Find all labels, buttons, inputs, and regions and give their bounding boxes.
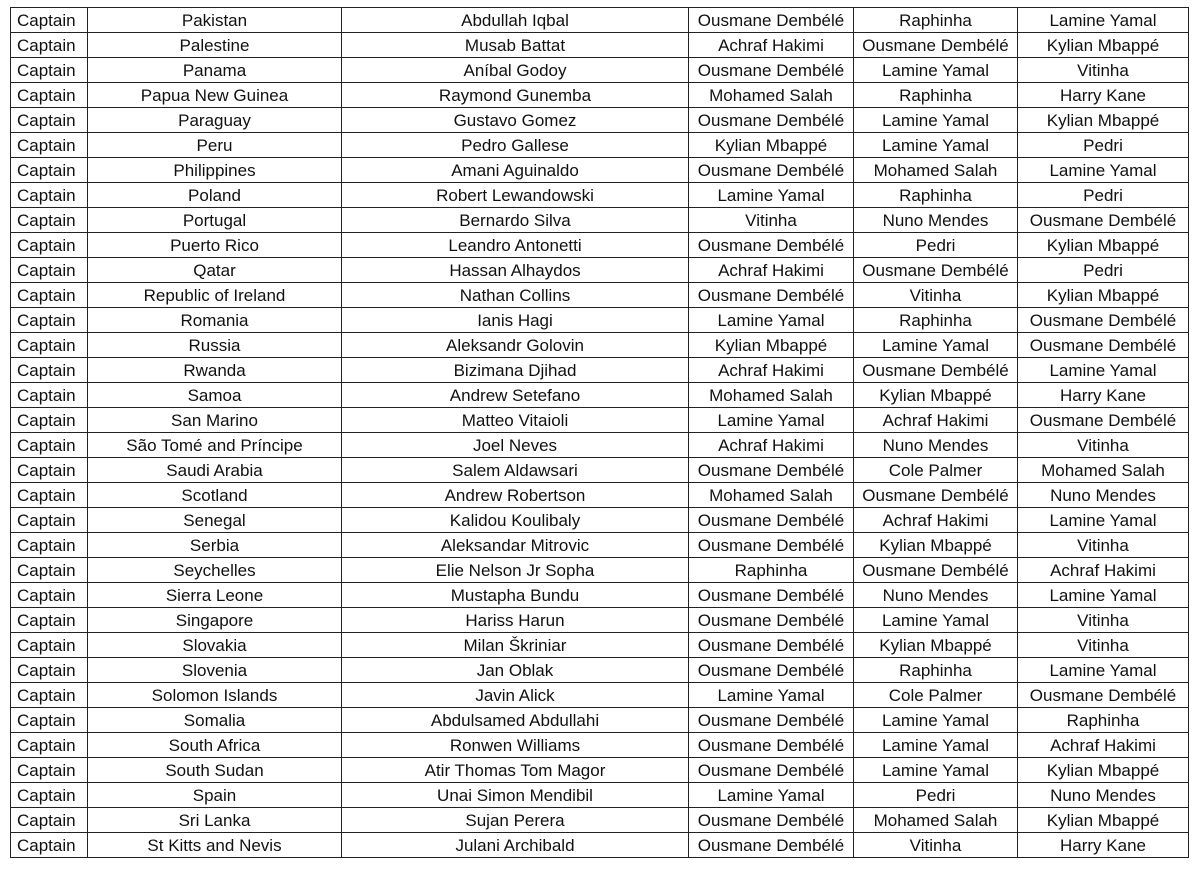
first-choice-cell: Ousmane Dembélé (689, 8, 854, 33)
second-choice-cell: Achraf Hakimi (854, 408, 1018, 433)
third-choice-cell: Lamine Yamal (1018, 158, 1189, 183)
role-cell: Captain (11, 133, 88, 158)
third-choice-cell: Lamine Yamal (1018, 658, 1189, 683)
table-row (11, 833, 1189, 858)
second-choice-cell: Lamine Yamal (854, 608, 1018, 633)
third-choice-cell: Vitinha (1018, 433, 1189, 458)
captain-name-cell: Matteo Vitaioli (342, 408, 689, 433)
captain-name-cell: Bizimana Djihad (342, 358, 689, 383)
third-choice-cell: Kylian Mbappé (1018, 283, 1189, 308)
table-row (11, 408, 1189, 433)
table-row (11, 108, 1189, 133)
role-cell: Captain (11, 33, 88, 58)
captain-name-cell: Unai Simon Mendibil (342, 783, 689, 808)
table-row (11, 608, 1189, 633)
second-choice-cell: Raphinha (854, 183, 1018, 208)
third-choice-cell: Harry Kane (1018, 383, 1189, 408)
second-choice-cell: Ousmane Dembélé (854, 483, 1018, 508)
country-cell: South Sudan (88, 758, 342, 783)
role-cell: Captain (11, 158, 88, 183)
country-cell: Republic of Ireland (88, 283, 342, 308)
first-choice-cell: Ousmane Dembélé (689, 158, 854, 183)
role-cell: Captain (11, 383, 88, 408)
country-cell: Slovakia (88, 633, 342, 658)
table-row (11, 583, 1189, 608)
country-cell: Scotland (88, 483, 342, 508)
table-row (11, 83, 1189, 108)
table-row (11, 133, 1189, 158)
captain-name-cell: Andrew Setefano (342, 383, 689, 408)
captain-name-cell: Jan Oblak (342, 658, 689, 683)
first-choice-cell: Ousmane Dembélé (689, 458, 854, 483)
role-cell: Captain (11, 458, 88, 483)
third-choice-cell: Vitinha (1018, 608, 1189, 633)
third-choice-cell: Ousmane Dembélé (1018, 408, 1189, 433)
second-choice-cell: Cole Palmer (854, 458, 1018, 483)
table-body (11, 8, 1189, 858)
captain-name-cell: Joel Neves (342, 433, 689, 458)
role-cell: Captain (11, 208, 88, 233)
second-choice-cell: Lamine Yamal (854, 108, 1018, 133)
second-choice-cell: Kylian Mbappé (854, 383, 1018, 408)
first-choice-cell: Ousmane Dembélé (689, 108, 854, 133)
captain-name-cell: Ianis Hagi (342, 308, 689, 333)
country-cell: Serbia (88, 533, 342, 558)
table-row (11, 733, 1189, 758)
country-cell: Panama (88, 58, 342, 83)
second-choice-cell: Raphinha (854, 658, 1018, 683)
role-cell: Captain (11, 408, 88, 433)
first-choice-cell: Ousmane Dembélé (689, 533, 854, 558)
captain-name-cell: Raymond Gunemba (342, 83, 689, 108)
role-cell: Captain (11, 308, 88, 333)
second-choice-cell: Raphinha (854, 8, 1018, 33)
country-cell: St Kitts and Nevis (88, 833, 342, 858)
table-row (11, 508, 1189, 533)
captain-name-cell: Amani Aguinaldo (342, 158, 689, 183)
first-choice-cell: Ousmane Dembélé (689, 833, 854, 858)
first-choice-cell: Ousmane Dembélé (689, 708, 854, 733)
first-choice-cell: Ousmane Dembélé (689, 283, 854, 308)
country-cell: Pakistan (88, 8, 342, 33)
second-choice-cell: Cole Palmer (854, 683, 1018, 708)
country-cell: Seychelles (88, 558, 342, 583)
role-cell: Captain (11, 758, 88, 783)
role-cell: Captain (11, 808, 88, 833)
second-choice-cell: Lamine Yamal (854, 758, 1018, 783)
captain-name-cell: Robert Lewandowski (342, 183, 689, 208)
role-cell: Captain (11, 258, 88, 283)
table-row (11, 8, 1189, 33)
country-cell: Philippines (88, 158, 342, 183)
table-row (11, 558, 1189, 583)
first-choice-cell: Vitinha (689, 208, 854, 233)
captain-name-cell: Andrew Robertson (342, 483, 689, 508)
country-cell: Palestine (88, 33, 342, 58)
role-cell: Captain (11, 633, 88, 658)
third-choice-cell: Vitinha (1018, 633, 1189, 658)
third-choice-cell: Pedri (1018, 183, 1189, 208)
table-row (11, 633, 1189, 658)
first-choice-cell: Mohamed Salah (689, 483, 854, 508)
first-choice-cell: Ousmane Dembélé (689, 608, 854, 633)
role-cell: Captain (11, 658, 88, 683)
table-row (11, 458, 1189, 483)
table-row (11, 33, 1189, 58)
role-cell: Captain (11, 183, 88, 208)
country-cell: São Tomé and Príncipe (88, 433, 342, 458)
second-choice-cell: Vitinha (854, 283, 1018, 308)
role-cell: Captain (11, 708, 88, 733)
country-cell: Singapore (88, 608, 342, 633)
captain-name-cell: Bernardo Silva (342, 208, 689, 233)
role-cell: Captain (11, 83, 88, 108)
first-choice-cell: Lamine Yamal (689, 308, 854, 333)
table-row (11, 183, 1189, 208)
role-cell: Captain (11, 8, 88, 33)
third-choice-cell: Nuno Mendes (1018, 783, 1189, 808)
second-choice-cell: Lamine Yamal (854, 58, 1018, 83)
third-choice-cell: Kylian Mbappé (1018, 33, 1189, 58)
captain-name-cell: Aleksandar Mitrovic (342, 533, 689, 558)
country-cell: Senegal (88, 508, 342, 533)
table-row (11, 333, 1189, 358)
first-choice-cell: Achraf Hakimi (689, 433, 854, 458)
votes-table (10, 7, 1189, 858)
country-cell: Spain (88, 783, 342, 808)
first-choice-cell: Lamine Yamal (689, 408, 854, 433)
role-cell: Captain (11, 333, 88, 358)
third-choice-cell: Kylian Mbappé (1018, 233, 1189, 258)
first-choice-cell: Kylian Mbappé (689, 333, 854, 358)
first-choice-cell: Ousmane Dembélé (689, 508, 854, 533)
third-choice-cell: Pedri (1018, 133, 1189, 158)
role-cell: Captain (11, 533, 88, 558)
second-choice-cell: Ousmane Dembélé (854, 33, 1018, 58)
role-cell: Captain (11, 608, 88, 633)
captain-name-cell: Gustavo Gomez (342, 108, 689, 133)
second-choice-cell: Raphinha (854, 308, 1018, 333)
country-cell: South Africa (88, 733, 342, 758)
captain-name-cell: Hassan Alhaydos (342, 258, 689, 283)
country-cell: San Marino (88, 408, 342, 433)
table-row (11, 433, 1189, 458)
third-choice-cell: Kylian Mbappé (1018, 758, 1189, 783)
country-cell: Papua New Guinea (88, 83, 342, 108)
second-choice-cell: Lamine Yamal (854, 733, 1018, 758)
captain-name-cell: Aníbal Godoy (342, 58, 689, 83)
captain-name-cell: Milan Škriniar (342, 633, 689, 658)
role-cell: Captain (11, 783, 88, 808)
role-cell: Captain (11, 283, 88, 308)
first-choice-cell: Achraf Hakimi (689, 258, 854, 283)
role-cell: Captain (11, 508, 88, 533)
third-choice-cell: Vitinha (1018, 58, 1189, 83)
second-choice-cell: Raphinha (854, 83, 1018, 108)
second-choice-cell: Ousmane Dembélé (854, 558, 1018, 583)
second-choice-cell: Lamine Yamal (854, 133, 1018, 158)
country-cell: Russia (88, 333, 342, 358)
second-choice-cell: Achraf Hakimi (854, 508, 1018, 533)
captain-name-cell: Abdullah Iqbal (342, 8, 689, 33)
third-choice-cell: Vitinha (1018, 533, 1189, 558)
third-choice-cell: Ousmane Dembélé (1018, 683, 1189, 708)
captain-name-cell: Nathan Collins (342, 283, 689, 308)
third-choice-cell: Harry Kane (1018, 83, 1189, 108)
second-choice-cell: Lamine Yamal (854, 708, 1018, 733)
second-choice-cell: Mohamed Salah (854, 158, 1018, 183)
country-cell: Rwanda (88, 358, 342, 383)
captain-name-cell: Elie Nelson Jr Sopha (342, 558, 689, 583)
country-cell: Solomon Islands (88, 683, 342, 708)
table-row (11, 383, 1189, 408)
captain-name-cell: Mustapha Bundu (342, 583, 689, 608)
captain-name-cell: Aleksandr Golovin (342, 333, 689, 358)
captain-name-cell: Abdulsamed Abdullahi (342, 708, 689, 733)
table-row (11, 483, 1189, 508)
third-choice-cell: Ousmane Dembélé (1018, 333, 1189, 358)
second-choice-cell: Nuno Mendes (854, 583, 1018, 608)
table-row (11, 783, 1189, 808)
country-cell: Sri Lanka (88, 808, 342, 833)
country-cell: Qatar (88, 258, 342, 283)
captain-name-cell: Kalidou Koulibaly (342, 508, 689, 533)
first-choice-cell: Achraf Hakimi (689, 33, 854, 58)
first-choice-cell: Ousmane Dembélé (689, 658, 854, 683)
first-choice-cell: Ousmane Dembélé (689, 758, 854, 783)
first-choice-cell: Ousmane Dembélé (689, 733, 854, 758)
first-choice-cell: Lamine Yamal (689, 183, 854, 208)
role-cell: Captain (11, 358, 88, 383)
captain-name-cell: Leandro Antonetti (342, 233, 689, 258)
country-cell: Poland (88, 183, 342, 208)
captain-name-cell: Musab Battat (342, 33, 689, 58)
first-choice-cell: Mohamed Salah (689, 383, 854, 408)
first-choice-cell: Raphinha (689, 558, 854, 583)
captain-name-cell: Pedro Gallese (342, 133, 689, 158)
first-choice-cell: Mohamed Salah (689, 83, 854, 108)
third-choice-cell: Ousmane Dembélé (1018, 308, 1189, 333)
captain-name-cell: Atir Thomas Tom Magor (342, 758, 689, 783)
first-choice-cell: Ousmane Dembélé (689, 633, 854, 658)
table-row (11, 533, 1189, 558)
second-choice-cell: Lamine Yamal (854, 333, 1018, 358)
role-cell: Captain (11, 583, 88, 608)
role-cell: Captain (11, 233, 88, 258)
second-choice-cell: Pedri (854, 783, 1018, 808)
table-row (11, 308, 1189, 333)
third-choice-cell: Lamine Yamal (1018, 508, 1189, 533)
table-row (11, 808, 1189, 833)
second-choice-cell: Nuno Mendes (854, 208, 1018, 233)
table-row (11, 758, 1189, 783)
first-choice-cell: Kylian Mbappé (689, 133, 854, 158)
second-choice-cell: Pedri (854, 233, 1018, 258)
role-cell: Captain (11, 558, 88, 583)
table-row (11, 658, 1189, 683)
captain-name-cell: Javin Alick (342, 683, 689, 708)
third-choice-cell: Mohamed Salah (1018, 458, 1189, 483)
captain-name-cell: Salem Aldawsari (342, 458, 689, 483)
role-cell: Captain (11, 733, 88, 758)
third-choice-cell: Lamine Yamal (1018, 583, 1189, 608)
first-choice-cell: Ousmane Dembélé (689, 58, 854, 83)
captain-name-cell: Hariss Harun (342, 608, 689, 633)
third-choice-cell: Ousmane Dembélé (1018, 208, 1189, 233)
country-cell: Saudi Arabia (88, 458, 342, 483)
third-choice-cell: Achraf Hakimi (1018, 733, 1189, 758)
table-row (11, 58, 1189, 83)
country-cell: Slovenia (88, 658, 342, 683)
third-choice-cell: Nuno Mendes (1018, 483, 1189, 508)
role-cell: Captain (11, 483, 88, 508)
role-cell: Captain (11, 58, 88, 83)
second-choice-cell: Mohamed Salah (854, 808, 1018, 833)
third-choice-cell: Harry Kane (1018, 833, 1189, 858)
third-choice-cell: Raphinha (1018, 708, 1189, 733)
country-cell: Peru (88, 133, 342, 158)
second-choice-cell: Vitinha (854, 833, 1018, 858)
third-choice-cell: Lamine Yamal (1018, 358, 1189, 383)
role-cell: Captain (11, 683, 88, 708)
table-row (11, 258, 1189, 283)
second-choice-cell: Kylian Mbappé (854, 633, 1018, 658)
country-cell: Paraguay (88, 108, 342, 133)
first-choice-cell: Ousmane Dembélé (689, 233, 854, 258)
first-choice-cell: Lamine Yamal (689, 783, 854, 808)
role-cell: Captain (11, 833, 88, 858)
first-choice-cell: Lamine Yamal (689, 683, 854, 708)
country-cell: Romania (88, 308, 342, 333)
captain-name-cell: Ronwen Williams (342, 733, 689, 758)
role-cell: Captain (11, 108, 88, 133)
third-choice-cell: Kylian Mbappé (1018, 108, 1189, 133)
table-row (11, 233, 1189, 258)
third-choice-cell: Lamine Yamal (1018, 8, 1189, 33)
table-row (11, 158, 1189, 183)
captain-name-cell: Sujan Perera (342, 808, 689, 833)
role-cell: Captain (11, 433, 88, 458)
captain-name-cell: Julani Archibald (342, 833, 689, 858)
table-row (11, 283, 1189, 308)
third-choice-cell: Pedri (1018, 258, 1189, 283)
table-row (11, 708, 1189, 733)
third-choice-cell: Kylian Mbappé (1018, 808, 1189, 833)
country-cell: Portugal (88, 208, 342, 233)
country-cell: Puerto Rico (88, 233, 342, 258)
country-cell: Somalia (88, 708, 342, 733)
first-choice-cell: Ousmane Dembélé (689, 583, 854, 608)
second-choice-cell: Ousmane Dembélé (854, 358, 1018, 383)
country-cell: Samoa (88, 383, 342, 408)
table-row (11, 358, 1189, 383)
third-choice-cell: Achraf Hakimi (1018, 558, 1189, 583)
second-choice-cell: Nuno Mendes (854, 433, 1018, 458)
second-choice-cell: Ousmane Dembélé (854, 258, 1018, 283)
country-cell: Sierra Leone (88, 583, 342, 608)
table-row (11, 683, 1189, 708)
first-choice-cell: Ousmane Dembélé (689, 808, 854, 833)
table-row (11, 208, 1189, 233)
first-choice-cell: Achraf Hakimi (689, 358, 854, 383)
second-choice-cell: Kylian Mbappé (854, 533, 1018, 558)
